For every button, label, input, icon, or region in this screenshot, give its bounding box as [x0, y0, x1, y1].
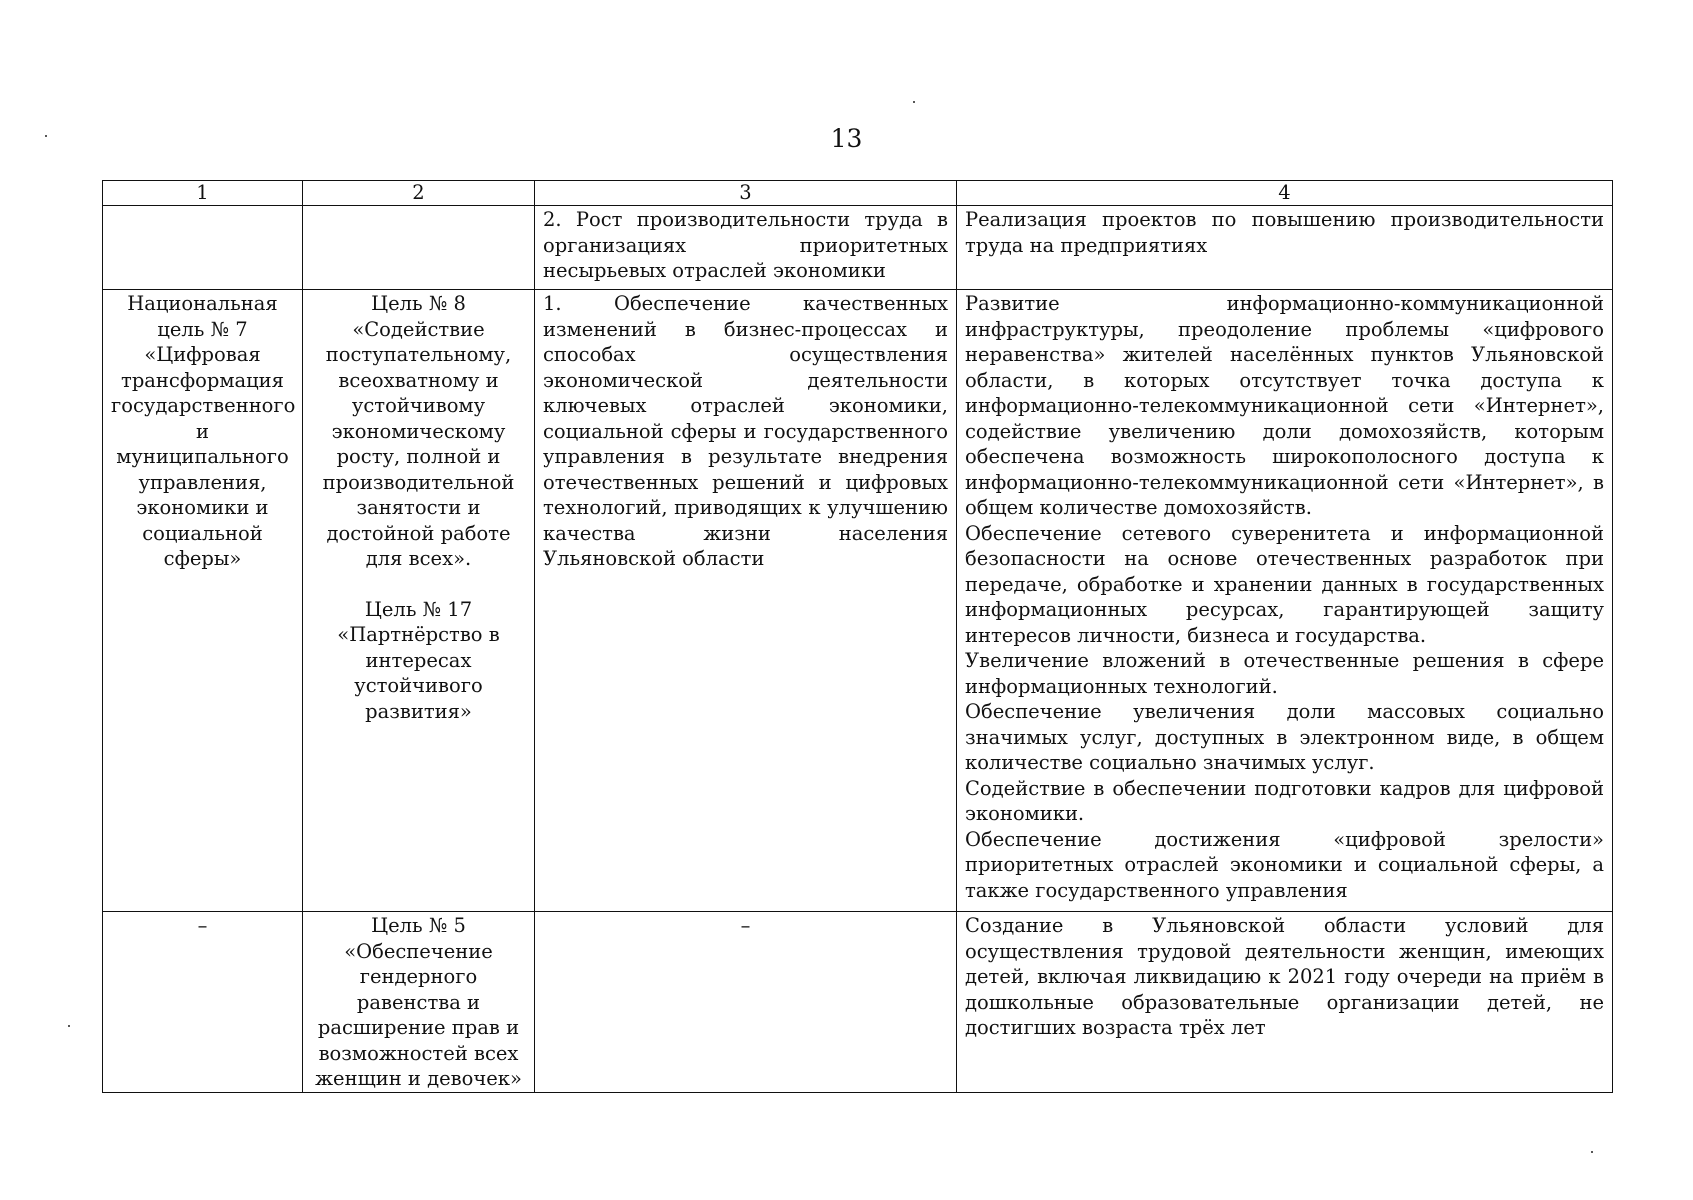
sdg-goal-cell — [303, 912, 535, 1093]
national-goal-cell: Национальная цель № 7 «Цифровая трансформация государственного и муниципального управления, экономики и социальной сферы» — [103, 290, 303, 912]
scan-speck — [45, 135, 47, 137]
sdg-goal-item: Цель № 8 «Содействие поступательному, всеохватному и устойчивому экономическому росту, полной и производительной занятости и достойной работе для всех». — [322, 292, 515, 570]
measure-item: Создание в Ульяновской области условий для осуществления трудовой деятельности женщин, имеющих детей, включая ликвидацию к 2021 году очереди на приём в дошкольные образовательные организации детей, не достигших возраста трёх лет — [965, 914, 1604, 1039]
header-cell-2: 2 — [303, 181, 535, 206]
measure-item: Увеличение вложений в отечественные решения в сфере информационных технологий. — [965, 649, 1604, 698]
measure-item: Реализация проектов по повышению производительности труда на предприятиях — [965, 208, 1604, 257]
goals-table — [102, 180, 1613, 1093]
task-cell: – — [535, 912, 957, 1093]
scan-speck — [68, 1025, 70, 1027]
header-cell-3: 3 — [535, 181, 957, 206]
sdg-goal-cell — [303, 206, 535, 290]
table-row — [103, 206, 1613, 290]
task-cell: 1. Обеспечение качественных изменений в бизнес-процессах и способах осуществления экономической деятельности ключевых отраслей экономики, социальной сферы и государственного управления в результате внедрения отечественных решений и цифровых технологий, приводящих к улучшению качества жизни населения Ульяновской области — [535, 290, 957, 912]
measure-item: Обеспечение увеличения доли массовых социально значимых услуг, доступных в электронном виде, в общем количестве социально значимых услуг. — [965, 700, 1604, 774]
measure-item: Обеспечение достижения «цифровой зрелости» приоритетных отраслей экономики и социальной сферы, а также государственного управления — [965, 827, 1604, 902]
measure-item: Содействие в обеспечении подготовки кадров для цифровой экономики. — [965, 776, 1604, 825]
national-goal-cell: – — [103, 912, 303, 1093]
sdg-goal-item: Цель № 17 «Партнёрство в интересах устойчивого развития» — [337, 597, 500, 723]
measures-cell — [957, 206, 1613, 290]
sdg-goal-item: Цель № 5 «Обеспечение гендерного равенства и расширение прав и возможностей всех женщин и девочек» — [315, 914, 522, 1090]
table-row — [103, 290, 1613, 912]
measures-cell — [957, 290, 1613, 912]
scan-speck — [913, 101, 915, 103]
sdg-goal-cell — [303, 290, 535, 912]
measure-item: Обеспечение сетевого суверенитета и информационной безопасности на основе отечественных разработок при передаче, обработке и хранении данных в государственных информационных ресурсах, гарантирующей защиту интересов личности, бизнеса и государства. — [965, 521, 1604, 647]
scan-speck — [1591, 1151, 1593, 1153]
header-cell-4: 4 — [957, 181, 1613, 206]
table-row — [103, 912, 1613, 1093]
task-cell: 2. Рост производительности труда в организациях приоритетных несырьевых отраслей экономики — [535, 206, 957, 290]
table-header-row — [103, 181, 1613, 206]
measure-item: Развитие информационно-коммуникационной инфраструктуры, преодоление проблемы «цифрового неравенства» жителей населённых пунктов Ульяновской области, в которых отсутствует точка доступа к информационно-телекоммуникационной сети «Интернет», содействие увеличению доли домохозяйств, которым обеспечена возможность широкополосного доступа к информационно-телекоммуникационной сети «Интернет», в общем количестве домохозяйств. — [965, 292, 1604, 519]
header-cell-1: 1 — [103, 181, 303, 206]
national-goal-cell — [103, 206, 303, 290]
page-number: 13 — [830, 124, 863, 153]
measures-cell — [957, 912, 1613, 1093]
